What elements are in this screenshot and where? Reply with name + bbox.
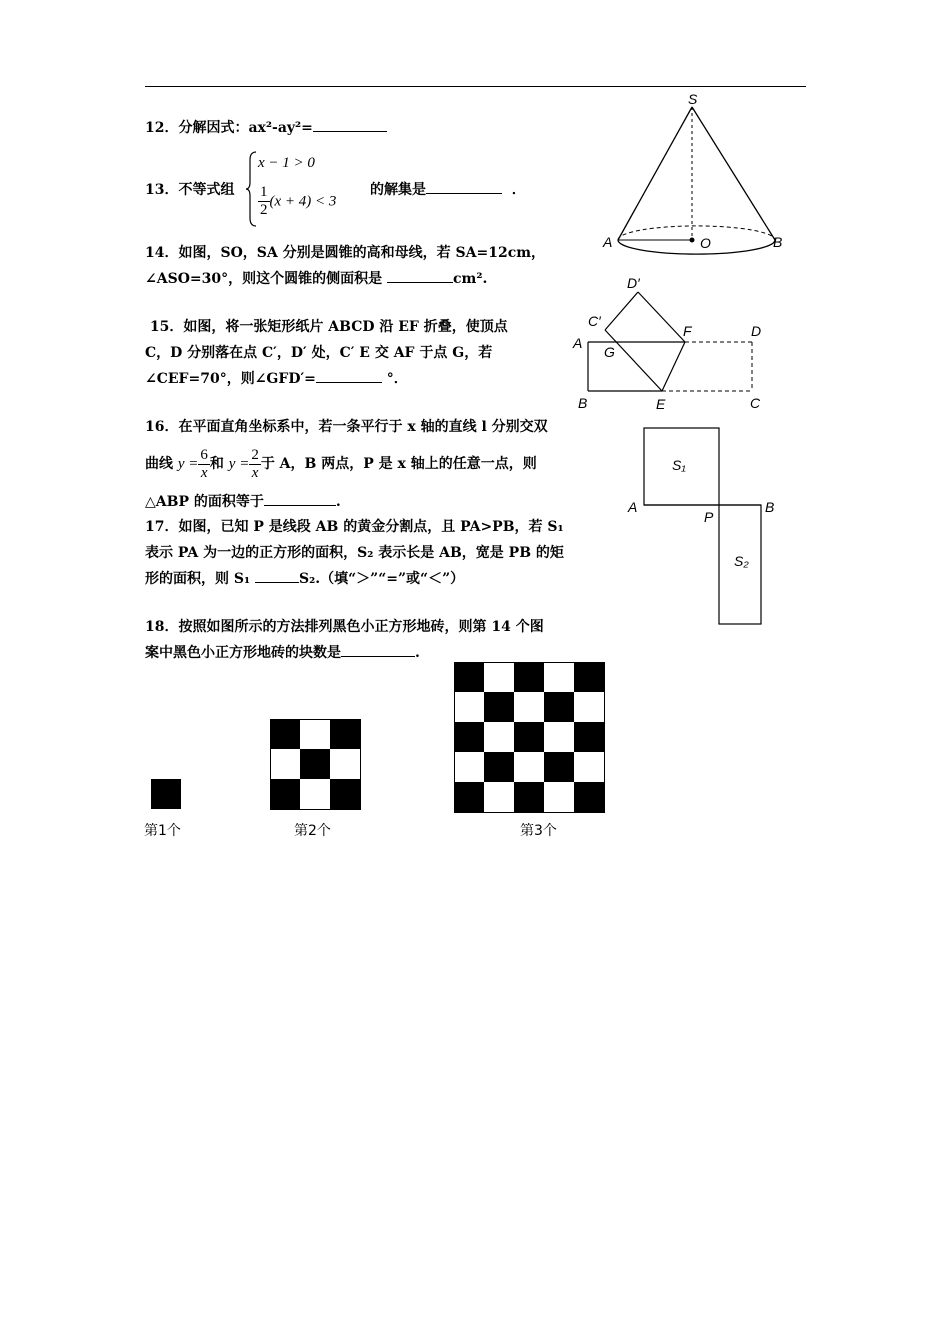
question-17: 17．如图，已知 P 是线段 AB 的黄金分割点，且 PA>PB，若 S₁ 表示 PA 为一边的正方形的面积，S₂ 表示长是 AB，宽是 PB 的矩 形的面积，则 S₁ S₂.（填“＞”“=”或“＜”）	[145, 519, 564, 587]
question-number: 16．	[145, 419, 179, 435]
question-number: 13．	[145, 182, 179, 198]
inequality-1: x − 1 > 0	[258, 155, 315, 171]
label-P: P	[704, 509, 714, 525]
label-S1: S₁	[672, 457, 686, 473]
question-15: 15．如图，将一张矩形纸片 ABCD 沿 EF 折叠，使顶点 C，D 分别落在点 C′，D′ 处，C′ E 交 AF 于点 G，若 ∠CEF=70°，则∠GFD′= °．	[145, 319, 508, 387]
label-D-prime: D′	[627, 275, 640, 291]
fraction-2-over-x: $\frac{2}{x}$	[251, 446, 259, 481]
label-E: E	[656, 396, 666, 412]
label-S2: S₂	[734, 553, 749, 569]
label-F: F	[683, 323, 692, 339]
header-rule	[145, 86, 806, 87]
answer-blank[interactable]	[341, 642, 415, 657]
inequality-brace	[246, 150, 258, 228]
caption-pattern-1: 第1个	[144, 823, 181, 839]
caption-pattern-2: 第2个	[294, 823, 331, 839]
golden-section-figure	[620, 420, 790, 630]
label-S: S	[688, 91, 698, 107]
question-text: 分解因式：ax²-ay²=	[178, 120, 313, 136]
question-number: 15．	[149, 319, 184, 335]
question-number: 12．	[145, 120, 179, 136]
label-O: O	[700, 235, 711, 251]
fraction-half: $\frac{1}{2}$	[260, 184, 268, 218]
question-13	[145, 177, 234, 203]
label-A: A	[603, 234, 613, 250]
label-B: B	[773, 234, 783, 250]
label-B: B	[578, 395, 588, 411]
answer-blank[interactable]	[387, 268, 453, 283]
fold-figure	[570, 270, 780, 415]
question-13-tail: 的解集是 ．	[370, 177, 526, 203]
answer-blank[interactable]	[255, 568, 299, 583]
tile-pattern-3	[454, 662, 605, 813]
question-number: 14．	[145, 245, 179, 261]
label-C-prime: C′	[588, 313, 601, 329]
caption-pattern-3: 第3个	[520, 823, 557, 839]
question-text: 不等式组	[178, 182, 235, 198]
label-D: D	[751, 323, 762, 339]
answer-blank[interactable]	[313, 117, 387, 132]
question-number: 18．	[145, 619, 179, 635]
question-16: 16．在平面直角坐标系中，若一条平行于 x 轴的直线 l 分别交双	[145, 419, 548, 435]
inequality-2: $\frac{1}{2}$ (x + 4) < 3	[260, 184, 337, 218]
question-18: 18．按照如图所示的方法排列黑色小正方形地砖，则第 14 个图 案中黑色小正方形地砖的块数是 .	[145, 619, 544, 661]
question-16-line3: △ABP 的面积等于 .	[145, 489, 341, 515]
label-A: A	[628, 499, 638, 515]
label-C: C	[750, 395, 761, 411]
question-12	[145, 115, 387, 141]
label-B: B	[765, 499, 775, 515]
cone-figure	[600, 92, 800, 262]
question-number: 17．	[145, 519, 179, 535]
question-16-line2: 曲线 y = $\frac{6}{x}$ 和 y = $\frac{2}{x}$ 于 A，B 两点，P 是 x 轴上的任意一点，则	[145, 446, 537, 481]
answer-blank[interactable]	[316, 368, 382, 383]
label-A: A	[573, 335, 583, 351]
tile-pattern-1	[151, 779, 182, 810]
answer-blank[interactable]	[426, 179, 502, 194]
question-14: 14．如图，SO，SA 分别是圆锥的高和母线，若 SA=12cm， ∠ASO=30°，则这个圆锥的侧面积是 cm².	[145, 245, 546, 287]
label-G: G	[604, 344, 615, 360]
fraction-6-over-x: $\frac{6}{x}$	[200, 446, 208, 481]
tile-pattern-2	[270, 719, 362, 811]
answer-blank[interactable]	[264, 491, 336, 506]
